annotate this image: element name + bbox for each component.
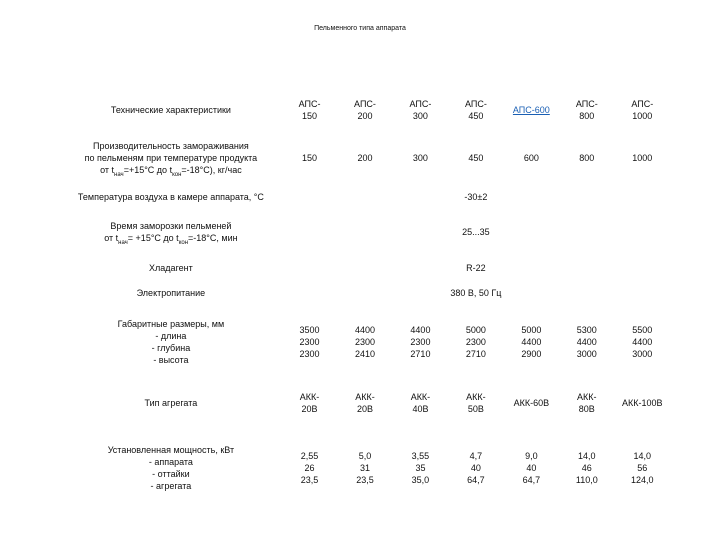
dimensions-value: 5500 4400 3000 (632, 325, 653, 359)
document-title: Пельменного типа аппарата (314, 25, 406, 32)
table-row (60, 380, 670, 426)
productivity-value: 600 (523, 153, 539, 163)
installed-power-value: 2,55 26 23,5 (300, 451, 319, 485)
unit-type-value: АКК- 80В (577, 392, 597, 414)
table-row (60, 304, 670, 380)
table-row (60, 184, 670, 210)
productivity-value: 800 (579, 153, 595, 163)
specs-table (60, 88, 670, 510)
model-aps-150: АПС- 150 (298, 99, 321, 121)
table-row (60, 132, 670, 184)
refrigerant-value: R-22 (466, 263, 486, 273)
table-row (60, 282, 670, 304)
dimensions-value: 5300 4400 3000 (576, 325, 597, 359)
table-header-row (60, 88, 670, 132)
unit-type-label: Тип агрегата (144, 398, 198, 408)
productivity-value: 450 (468, 153, 484, 163)
productivity-value: 1000 (632, 153, 653, 163)
unit-type-value: АКК-100В (622, 398, 663, 408)
model-aps-800: АПС- 800 (575, 99, 598, 121)
installed-power-value: 14,0 56 124,0 (631, 451, 654, 485)
productivity-value: 150 (302, 153, 318, 163)
model-aps-600-link[interactable]: АПС-600 (512, 105, 550, 115)
installed-power-value: 9,0 40 64,7 (522, 451, 541, 485)
freeze-time-value: 25...35 (462, 227, 490, 237)
unit-type-value: АКК-60В (513, 398, 550, 408)
unit-type-value: АКК- 20В (299, 392, 320, 414)
air-temp-label: Температура воздуха в камере аппарата, °С (77, 192, 264, 202)
header-label: Технические характеристики (110, 105, 231, 115)
productivity-value: 200 (357, 153, 373, 163)
model-aps-200: АПС- 200 (354, 99, 376, 121)
productivity-value: 300 (412, 153, 428, 163)
air-temp-value: -30±2 (464, 192, 488, 202)
dimensions-value: 4400 2300 2710 (410, 325, 431, 359)
freeze-time-label: Время заморозки пельменей от $t_{нач}= +15^\circ С$ до $t_{кон}=-18^\circ С$, мин (104, 221, 238, 246)
model-aps-300: АПС- 300 (409, 99, 432, 121)
dimensions-value: 5000 2300 2710 (465, 325, 486, 359)
installed-power-value: 3,55 35 35,0 (411, 451, 430, 485)
dimensions-value: 4400 2300 2410 (354, 325, 375, 359)
dimensions-value: 3500 2300 2300 (299, 325, 320, 359)
power-supply-value: 380 В, 50 Гц (450, 288, 502, 298)
installed-power-value: 4,7 40 64,7 (467, 451, 485, 485)
unit-type-value: АКК- 50В (466, 392, 486, 414)
unit-type-value: АКК- 20В (355, 392, 375, 414)
table-row (60, 210, 670, 254)
dimensions-value: 5000 4400 2900 (521, 325, 542, 359)
refrigerant-label: Хладагент (149, 263, 193, 273)
installed-power-value: 5,0 31 23,5 (356, 451, 374, 485)
model-aps-1000: АПС- 1000 (631, 99, 654, 121)
model-aps-450: АПС- 450 (464, 99, 487, 121)
table-row (60, 254, 670, 282)
dimensions-label: Габаритные размеры, мм - длина - глубина - высота (117, 319, 225, 365)
table-row (60, 426, 670, 510)
power-supply-label: Электропитание (136, 288, 206, 298)
installed-power-label: Установленная мощность, кВт - аппарата - оттайки - агрегата (107, 445, 235, 491)
unit-type-value: АКК- 40В (410, 392, 431, 414)
installed-power-value: 14,0 46 110,0 (575, 451, 598, 485)
productivity-label: Производительность замораживания по пельменям при температуре продукта от $t_{нач}=+15^\circ С$ до $t_{кон}=-18^\circ С$), кг/час (84, 141, 258, 178)
